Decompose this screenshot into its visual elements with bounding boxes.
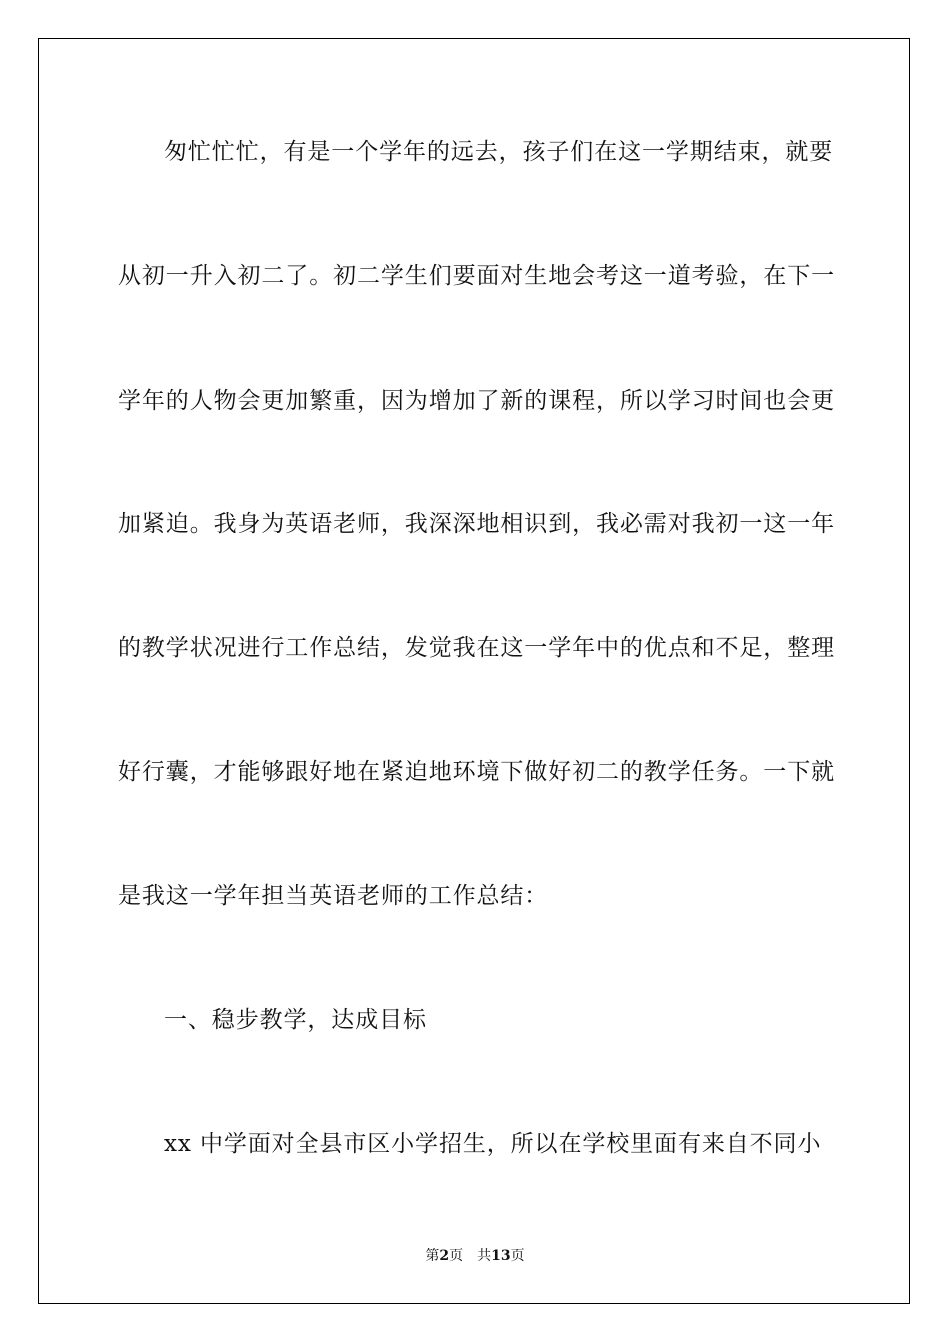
footer-total-pages: 13 (491, 1248, 511, 1264)
footer-page-prefix: 第 (425, 1248, 440, 1264)
paragraph-line-4: 加紧迫。我身为英语老师，我深深地相识到，我必需对我初一这一年 (118, 511, 835, 537)
paragraph-line-3: 学年的人物会更加繁重，因为增加了新的课程，所以学习时间也会更 (118, 388, 835, 414)
footer-total-suffix: 页 (510, 1248, 525, 1264)
footer-page-suffix: 页 (449, 1248, 464, 1264)
footer-page-number: 2 (439, 1248, 450, 1264)
paragraph-line-9: xx 中学面对全县市区小学招生，所以在学校里面有来自不同小 (164, 1131, 822, 1157)
page-border (38, 38, 910, 1304)
page-footer (0, 1246, 950, 1266)
paragraph-line-1: 匆忙忙忙，有是一个学年的远去，孩子们在这一学期结束，就要 (164, 139, 834, 165)
paragraph-line-2: 从初一升入初二了。初二学生们要面对生地会考这一道考验，在下一 (118, 263, 835, 289)
footer-total-prefix: 共 (477, 1248, 492, 1264)
paragraph-line-6: 好行囊，才能够跟好地在紧迫地环境下做好初二的教学任务。一下就 (118, 759, 835, 785)
paragraph-line-5: 的教学状况进行工作总结，发觉我在这一学年中的优点和不足，整理 (118, 635, 835, 661)
section-heading: 一、稳步教学，达成目标 (164, 1007, 427, 1033)
paragraph-line-7: 是我这一学年担当英语老师的工作总结： (118, 883, 549, 909)
